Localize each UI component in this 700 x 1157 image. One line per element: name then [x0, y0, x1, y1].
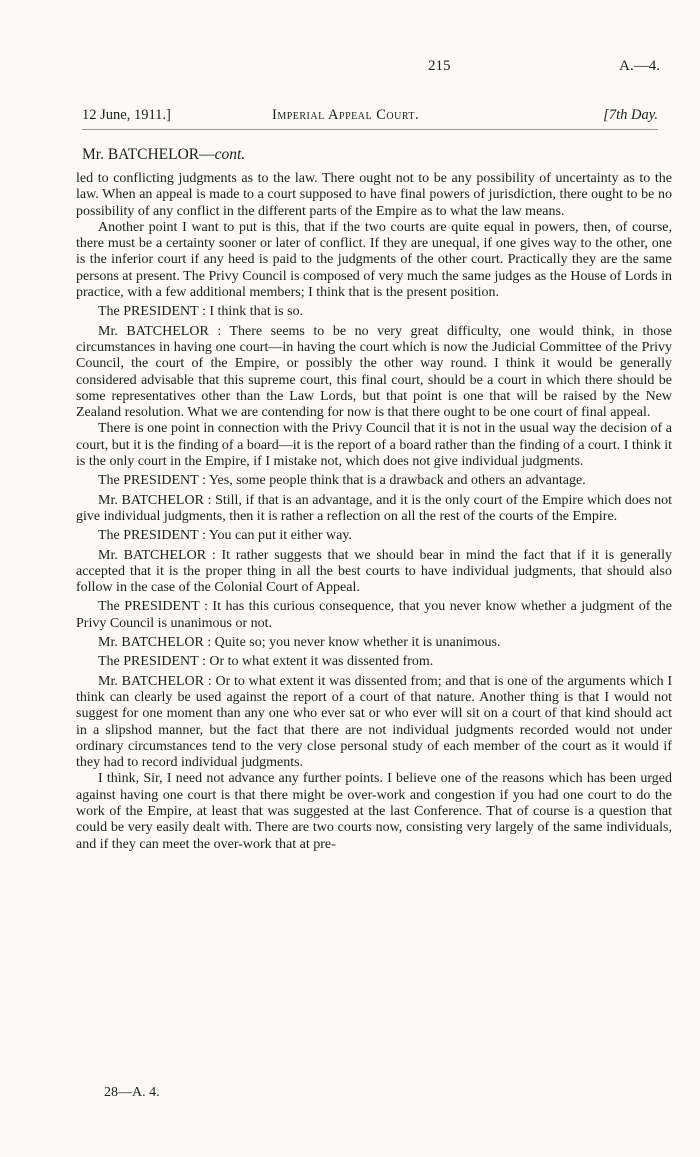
paragraph: Mr. BATCHELOR : It rather suggests that we should bear in mind the fact that if it is generally accepted that it is the proper thing in all the best courts to have individual judgments, that should also follow in the case of the Colonial Court of Appeal. [76, 547, 672, 596]
paragraph: Another point I want to put is this, that if the two courts are quite equal in powers, then, of course, there must be a certainty sooner or later of conflict. If they are unequal, if one gives way to the other, one is the inferior court if any heed is paid to the judgments of the other court. Practically they are the same persons at present. The Privy Council is composed of very much the same judges as the House of Lords in practice, with a few additional members; I think that is the present position. [76, 219, 672, 301]
header-rule [82, 129, 658, 130]
running-head-day: [7th Day. [603, 107, 658, 123]
paragraph: The PRESIDENT : I think that is so. [98, 304, 304, 320]
body-text [76, 171, 672, 853]
running-head-date: 12 June, 1911.] [82, 107, 171, 123]
paragraph: There is one point in connection with the Privy Council that it is not in the usual way the decision of a court, but it is the finding of a board—it is the report of a board rather than the finding of a court. I think it is the only court in the Empire, if I mistake not, which does not give individual judgments. [76, 421, 672, 470]
speaker-name: Mr. BATCHELOR— [82, 146, 215, 163]
paragraph: I think, Sir, I need not advance any further points. I believe one of the reasons which has been urged against having one court is that there might be over-work and congestion if you had one court to do the work of the Empire, at least that was suggested at the last Conference. That of course is a question that could be very easily dealt with. There are two courts now, consisting very largely of the same individuals, and if they can meet the over-work that at pre- [76, 771, 672, 852]
running-head [82, 107, 658, 125]
paragraph: Mr. BATCHELOR : There seems to be no very great difficulty, one would think, in those circumstances in having one court—in having the court which is now the Judicial Committee of the Privy Council, the court of the Empire, or possibly the other way round. I think it would be generally considered advisable that this supreme court, this final court, should be a court in which there should be some representatives other than the Law Lords, but that point is one that will be raised by the New Zealand resolution. What we are contending for now is that there ought to be one court of final appeal. [76, 323, 672, 421]
speaker-continued: cont. [214, 146, 246, 163]
paragraph: led to conflicting judgments as to the law. There ought not to be any possibility of uncertainty as to the law. When an appeal is made to a court supposed to have final powers of jurisdiction, there ought to be no possibility of any conflict in the different parts of the Empire as to what the law means. [76, 171, 672, 219]
document-reference: A.—4. [619, 58, 660, 74]
paragraph: Mr. BATCHELOR : Or to what extent it was dissented from; and that is one of the arguments which I think can clearly be used against the report of a court of that nature. Another thing is that I would not suggest for one moment than any one who ever sat or who ever will sit on a court of that kind should act in a slipshod manner, but the fact that there are not individual judgments recorded would not under ordinary circumstances tend to the very close personal study of each member of the court as it would if they had to record individual judgments. [76, 673, 672, 771]
signature-mark: 28—A. 4. [104, 1085, 160, 1100]
page-number: 215 [428, 58, 451, 74]
paragraph: The PRESIDENT : Yes, some people think that is a drawback and others an advantage. [98, 473, 586, 489]
paragraph: Mr. BATCHELOR : Still, if that is an advantage, and it is the only court of the Empire which does not give individual judgments, then it is rather a reflection on all the rest of the courts of the Empire. [76, 492, 672, 524]
speaker-heading [82, 146, 245, 164]
paragraph: Mr. BATCHELOR : Quite so; you never know whether it is unanimous. [98, 635, 501, 651]
paragraph: The PRESIDENT : Or to what extent it was dissented from. [98, 654, 434, 670]
page-header [82, 58, 660, 74]
running-head-title: Imperial Appeal Court. [272, 107, 420, 123]
paragraph: The PRESIDENT : You can put it either way. [98, 528, 352, 544]
paragraph: The PRESIDENT : It has this curious consequence, that you never know whether a judgment of the Privy Council is unanimous or not. [76, 599, 672, 631]
